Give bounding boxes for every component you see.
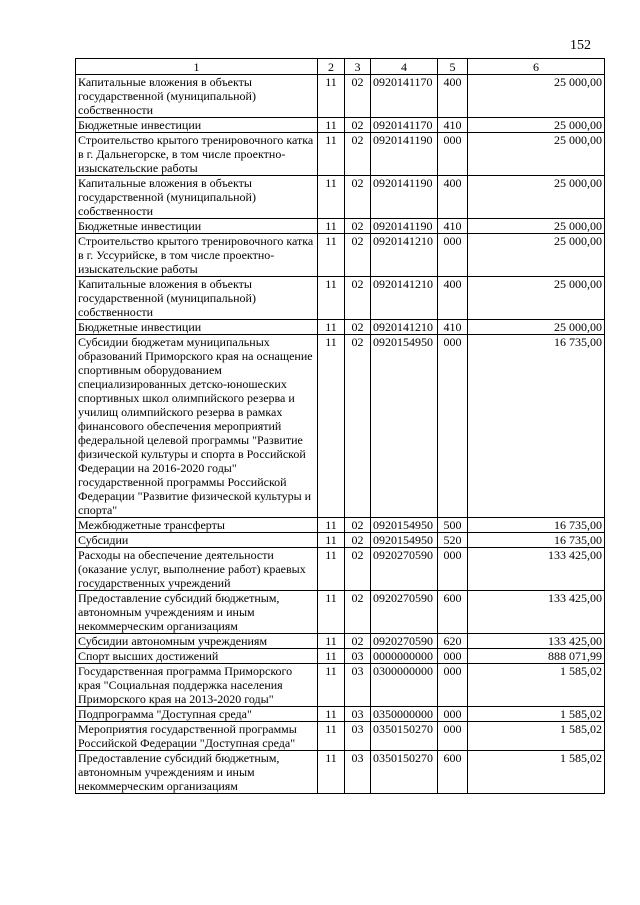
item-name: Спорт высших достижений [76, 649, 318, 664]
subsection-code: 02 [345, 133, 371, 176]
subsection-code: 03 [345, 707, 371, 722]
column-header: 3 [345, 59, 371, 75]
table-row [76, 707, 605, 722]
item-name: Строительство крытого тренировочного катка в г. Дальнегорске, в том числе проектно-изыскательские работы [76, 133, 318, 176]
section-code: 11 [318, 664, 345, 707]
expense-type-code: 000 [438, 722, 468, 751]
item-name: Предоставление субсидий бюджетным, автономным учреждениям и иным некоммерческим организациям [76, 751, 318, 794]
table-row [76, 320, 605, 335]
table-body [76, 75, 605, 794]
section-code: 11 [318, 634, 345, 649]
expense-type-code: 620 [438, 634, 468, 649]
target-item-code: 0920141210 [371, 320, 438, 335]
expense-type-code: 000 [438, 335, 468, 518]
amount-value: 25 000,00 [468, 133, 605, 176]
target-item-code: 0920154950 [371, 533, 438, 548]
amount-value: 16 735,00 [468, 518, 605, 533]
expense-type-code: 600 [438, 751, 468, 794]
expense-type-code: 400 [438, 75, 468, 118]
item-name: Субсидии [76, 533, 318, 548]
table-row [76, 634, 605, 649]
table-row [76, 548, 605, 591]
item-name: Бюджетные инвестиции [76, 320, 318, 335]
item-name: Бюджетные инвестиции [76, 219, 318, 234]
expense-type-code: 000 [438, 234, 468, 277]
item-name: Капитальные вложения в объекты государственной (муниципальной) собственности [76, 176, 318, 219]
subsection-code: 02 [345, 591, 371, 634]
amount-value: 16 735,00 [468, 335, 605, 518]
expense-type-code: 410 [438, 118, 468, 133]
target-item-code: 0920141190 [371, 176, 438, 219]
table-row [76, 664, 605, 707]
table-row [76, 176, 605, 219]
table-row [76, 533, 605, 548]
table-header-row [76, 59, 605, 75]
target-item-code: 0350150270 [371, 751, 438, 794]
expense-type-code: 410 [438, 320, 468, 335]
item-name: Межбюджетные трансферты [76, 518, 318, 533]
target-item-code: 0920141170 [371, 75, 438, 118]
column-header: 4 [371, 59, 438, 75]
expense-type-code: 410 [438, 219, 468, 234]
subsection-code: 02 [345, 548, 371, 591]
amount-value: 25 000,00 [468, 176, 605, 219]
subsection-code: 02 [345, 320, 371, 335]
column-header: 1 [76, 59, 318, 75]
table-row [76, 234, 605, 277]
section-code: 11 [318, 234, 345, 277]
target-item-code: 0000000000 [371, 649, 438, 664]
section-code: 11 [318, 176, 345, 219]
item-name: Государственная программа Приморского края "Социальная поддержка населения Приморского края на 2013-2020 годы" [76, 664, 318, 707]
amount-value: 25 000,00 [468, 277, 605, 320]
section-code: 11 [318, 707, 345, 722]
section-code: 11 [318, 277, 345, 320]
expense-type-code: 000 [438, 133, 468, 176]
subsection-code: 03 [345, 722, 371, 751]
amount-value: 1 585,02 [468, 707, 605, 722]
table-row [76, 219, 605, 234]
target-item-code: 0920141170 [371, 118, 438, 133]
target-item-code: 0350000000 [371, 707, 438, 722]
table-row [76, 722, 605, 751]
item-name: Подпрограмма "Доступная среда" [76, 707, 318, 722]
target-item-code: 0350150270 [371, 722, 438, 751]
table-row [76, 335, 605, 518]
section-code: 11 [318, 518, 345, 533]
subsection-code: 02 [345, 277, 371, 320]
table-row [76, 649, 605, 664]
subsection-code: 02 [345, 176, 371, 219]
item-name: Субсидии автономным учреждениям [76, 634, 318, 649]
column-header: 2 [318, 59, 345, 75]
subsection-code: 03 [345, 649, 371, 664]
target-item-code: 0920141210 [371, 277, 438, 320]
subsection-code: 02 [345, 219, 371, 234]
column-header: 5 [438, 59, 468, 75]
subsection-code: 02 [345, 518, 371, 533]
target-item-code: 0920270590 [371, 634, 438, 649]
section-code: 11 [318, 118, 345, 133]
section-code: 11 [318, 722, 345, 751]
table-row [76, 277, 605, 320]
expense-type-code: 000 [438, 707, 468, 722]
expense-type-code: 520 [438, 533, 468, 548]
amount-value: 1 585,02 [468, 664, 605, 707]
subsection-code: 02 [345, 118, 371, 133]
expense-type-code: 400 [438, 176, 468, 219]
target-item-code: 0920270590 [371, 591, 438, 634]
expense-type-code: 600 [438, 591, 468, 634]
section-code: 11 [318, 335, 345, 518]
amount-value: 25 000,00 [468, 219, 605, 234]
item-name: Капитальные вложения в объекты государственной (муниципальной) собственности [76, 277, 318, 320]
amount-value: 25 000,00 [468, 234, 605, 277]
table-row [76, 518, 605, 533]
target-item-code: 0920270590 [371, 548, 438, 591]
subsection-code: 02 [345, 234, 371, 277]
target-item-code: 0300000000 [371, 664, 438, 707]
subsection-code: 02 [345, 75, 371, 118]
table-row [76, 751, 605, 794]
subsection-code: 02 [345, 533, 371, 548]
section-code: 11 [318, 133, 345, 176]
subsection-code: 02 [345, 634, 371, 649]
table-row [76, 75, 605, 118]
section-code: 11 [318, 533, 345, 548]
section-code: 11 [318, 219, 345, 234]
item-name: Строительство крытого тренировочного катка в г. Уссурийске, в том числе проектно-изыскательские работы [76, 234, 318, 277]
item-name: Мероприятия государственной программы Российской Федерации "Доступная среда" [76, 722, 318, 751]
amount-value: 25 000,00 [468, 118, 605, 133]
section-code: 11 [318, 548, 345, 591]
section-code: 11 [318, 649, 345, 664]
table-row [76, 133, 605, 176]
amount-value: 1 585,02 [468, 722, 605, 751]
section-code: 11 [318, 75, 345, 118]
table-row [76, 118, 605, 133]
item-name: Капитальные вложения в объекты государственной (муниципальной) собственности [76, 75, 318, 118]
item-name: Субсидии бюджетам муниципальных образований Приморского края на оснащение спортивным оборудованием специализированных детско-юношеских спортивных школ олимпийского резерва и училищ олимпийского резерва в рамках финансового обеспечения мероприятий федеральной целевой программы "Развитие физической культуры и спорта в Российской Федерации на 2016-2020 годы" государственной программы Российской Федерации "Развитие физической культуры и спорта" [76, 335, 318, 518]
target-item-code: 0920154950 [371, 518, 438, 533]
target-item-code: 0920154950 [371, 335, 438, 518]
column-header: 6 [468, 59, 605, 75]
section-code: 11 [318, 751, 345, 794]
section-code: 11 [318, 320, 345, 335]
target-item-code: 0920141190 [371, 219, 438, 234]
section-code: 11 [318, 591, 345, 634]
amount-value: 133 425,00 [468, 548, 605, 591]
amount-value: 1 585,02 [468, 751, 605, 794]
table-row [76, 591, 605, 634]
expense-type-code: 000 [438, 649, 468, 664]
amount-value: 133 425,00 [468, 634, 605, 649]
amount-value: 888 071,99 [468, 649, 605, 664]
subsection-code: 03 [345, 664, 371, 707]
page-number: 152 [570, 38, 591, 53]
subsection-code: 03 [345, 751, 371, 794]
expense-type-code: 500 [438, 518, 468, 533]
target-item-code: 0920141190 [371, 133, 438, 176]
expense-type-code: 000 [438, 548, 468, 591]
item-name: Бюджетные инвестиции [76, 118, 318, 133]
amount-value: 133 425,00 [468, 591, 605, 634]
item-name: Расходы на обеспечение деятельности (оказание услуг, выполнение работ) краевых государственных учреждений [76, 548, 318, 591]
expense-type-code: 400 [438, 277, 468, 320]
budget-table [75, 58, 605, 794]
subsection-code: 02 [345, 335, 371, 518]
amount-value: 16 735,00 [468, 533, 605, 548]
expense-type-code: 000 [438, 664, 468, 707]
target-item-code: 0920141210 [371, 234, 438, 277]
amount-value: 25 000,00 [468, 320, 605, 335]
item-name: Предоставление субсидий бюджетным, автономным учреждениям и иным некоммерческим организациям [76, 591, 318, 634]
amount-value: 25 000,00 [468, 75, 605, 118]
